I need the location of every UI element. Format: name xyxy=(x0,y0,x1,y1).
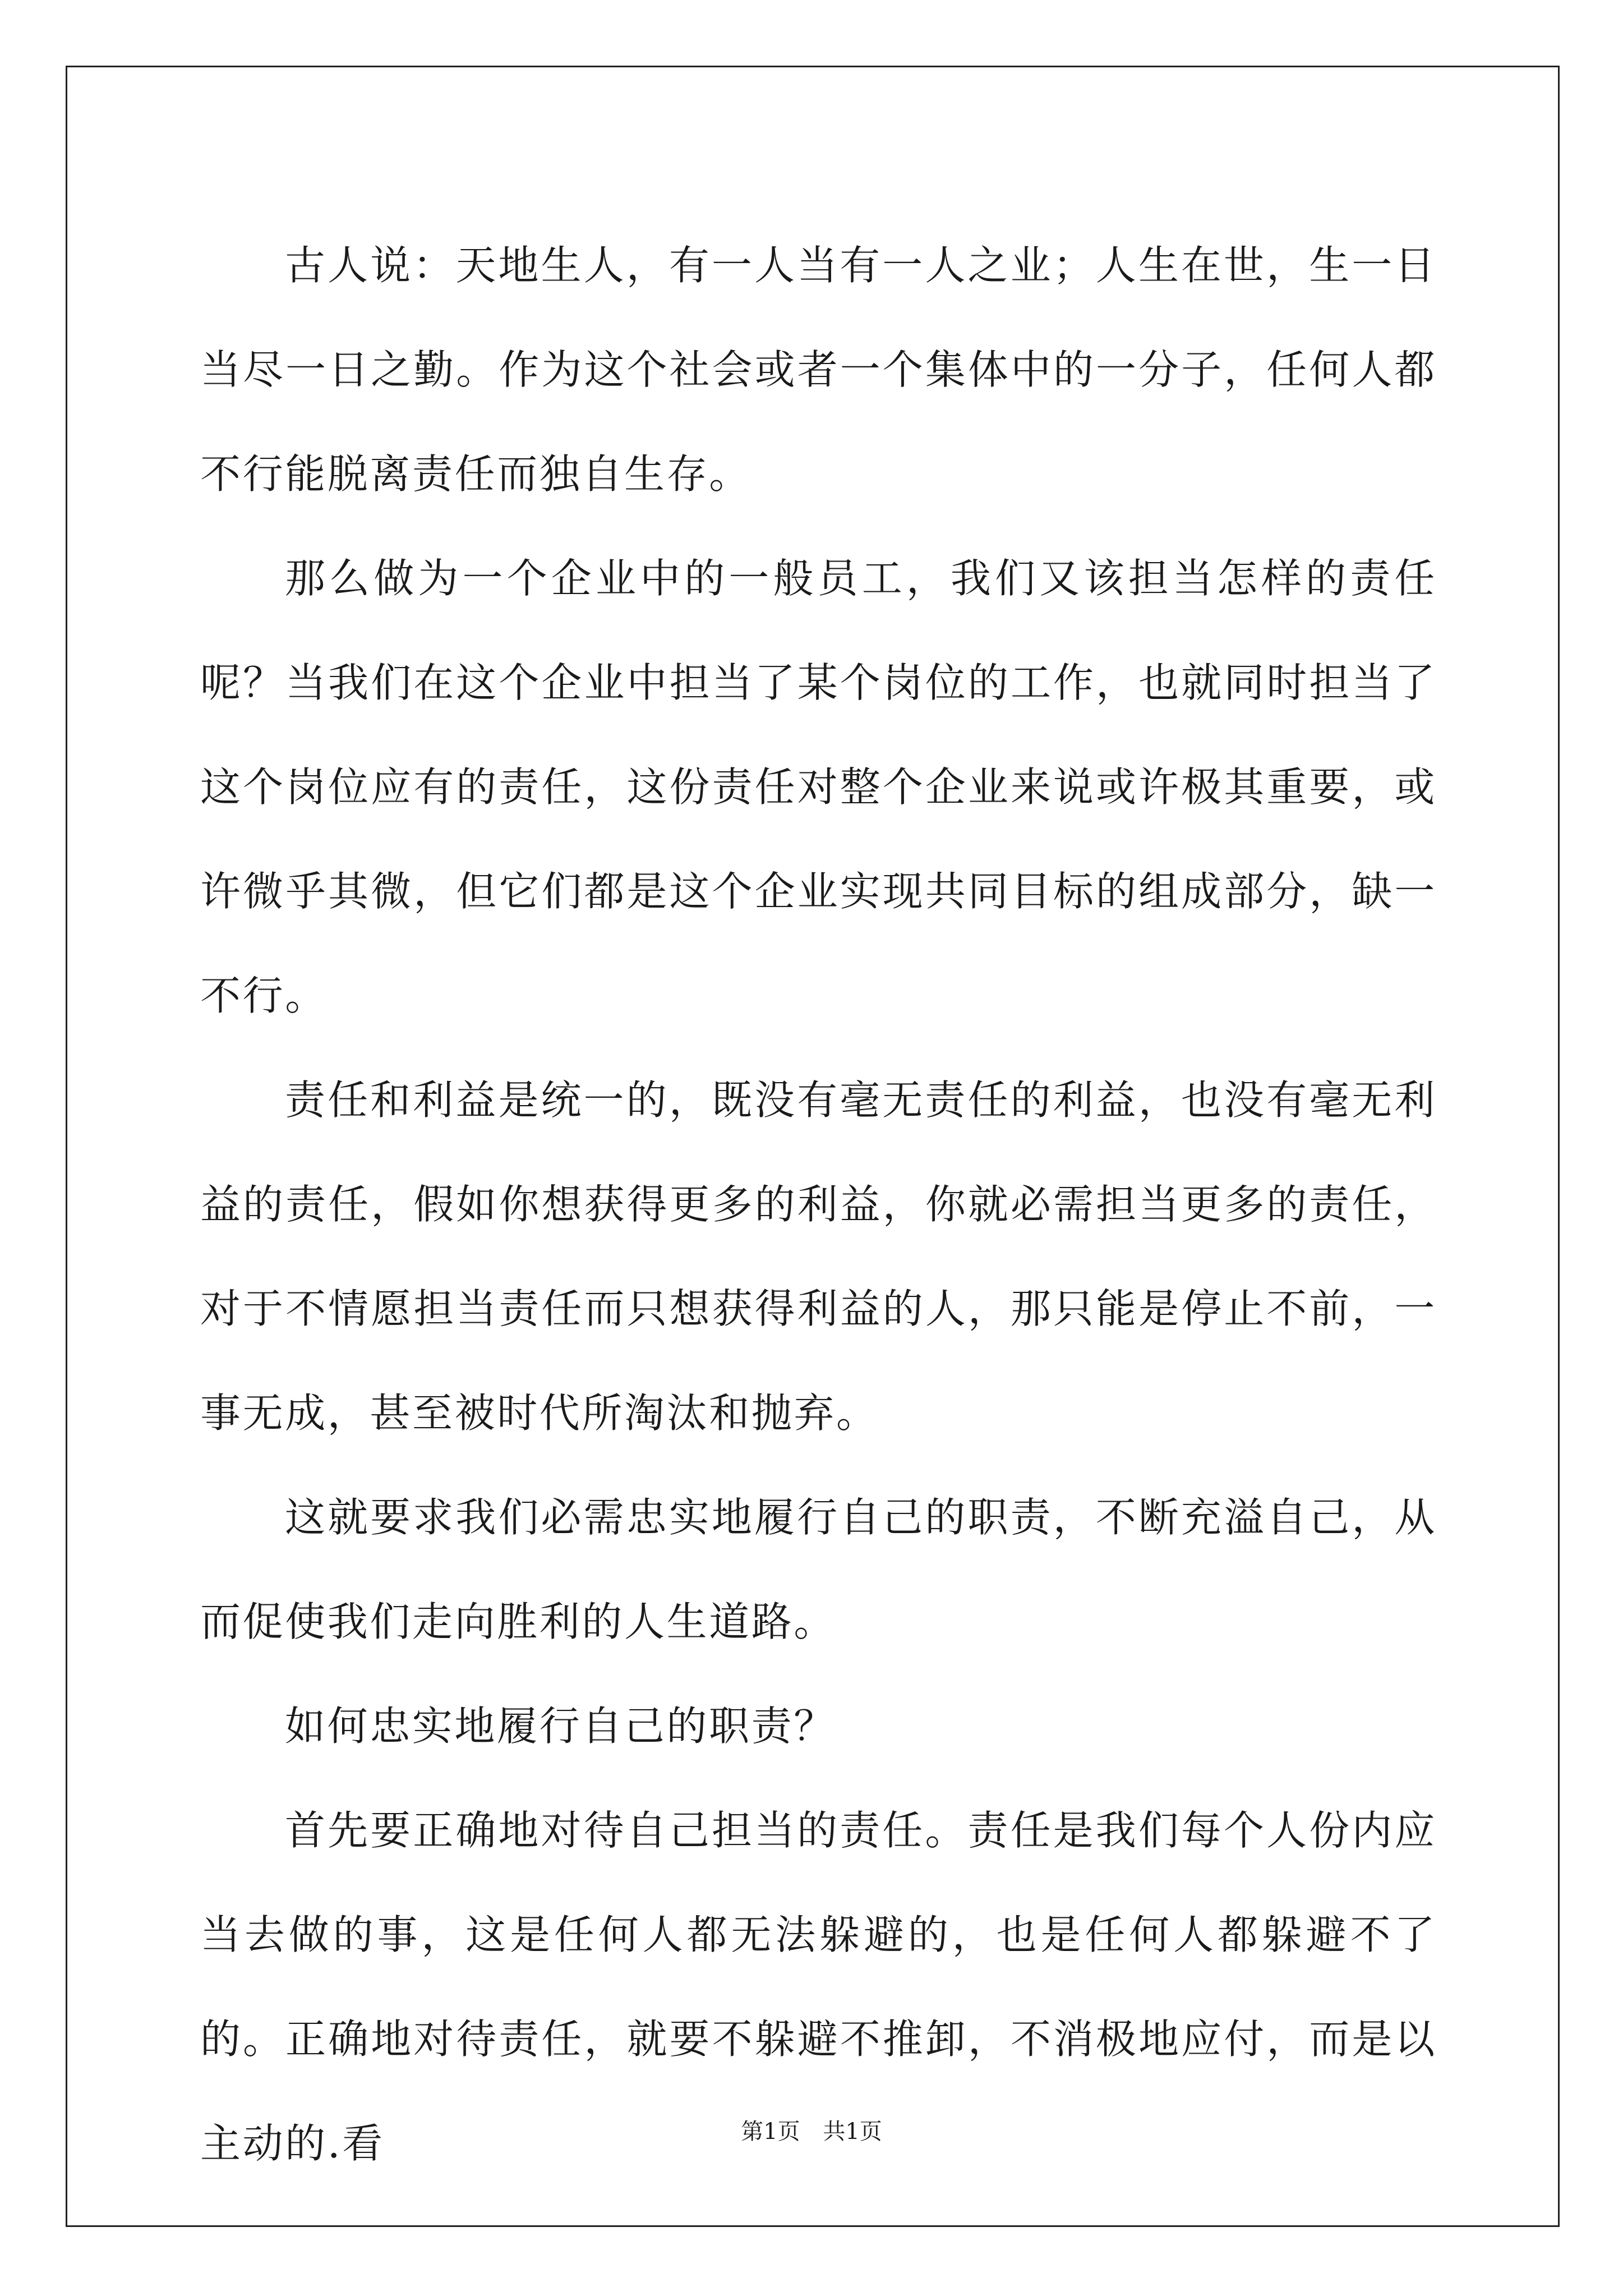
paragraph-6: 首先要正确地对待自己担当的责任。责任是我们每个人份内应当去做的事，这是任何人都无法躲避的，也是任何人都躲避不了的。正确地对待责任，就要不躲避不推卸，不消极地应付，而是以主动的.看 xyxy=(200,1807,1437,2167)
paragraph-4: 这就要求我们必需忠实地履行自己的职责，不断充溢自己，从而促使我们走向胜利的人生道路。 xyxy=(200,1494,1437,1645)
paragraph-2: 那么做为一个企业中的一般员工，我们又该担当怎样的责任呢？当我们在这个企业中担当了某个岗位的工作，也就同时担当了这个岗位应有的责任，这份责任对整个企业来说或许极其重要，或许微乎其微，但它们都是这个企业实现共同目标的组成部分，缺一不行。 xyxy=(200,555,1437,1019)
page-footer xyxy=(0,2114,1623,2146)
document-body xyxy=(200,213,1437,2196)
paragraph-5: 如何忠实地履行自己的职责？ xyxy=(285,1703,836,1750)
page-number: 第1页 xyxy=(741,2119,800,2145)
paragraph-1: 古人说：天地生人，有一人当有一人之业；人生在世，生一日当尽一日之勤。作为这个社会或者一个集体中的一分子，任何人都不行能脱离责任而独自生存。 xyxy=(200,242,1437,498)
paragraph-3: 责任和利益是统一的，既没有毫无责任的利益，也没有毫无利益的责任，假如你想获得更多的利益，你就必需担当更多的责任，对于不情愿担当责任而只想获得利益的人，那只能是停止不前，一事无成，甚至被时代所淘汰和抛弃。 xyxy=(200,1076,1437,1437)
page-total: 共1页 xyxy=(823,2119,882,2145)
